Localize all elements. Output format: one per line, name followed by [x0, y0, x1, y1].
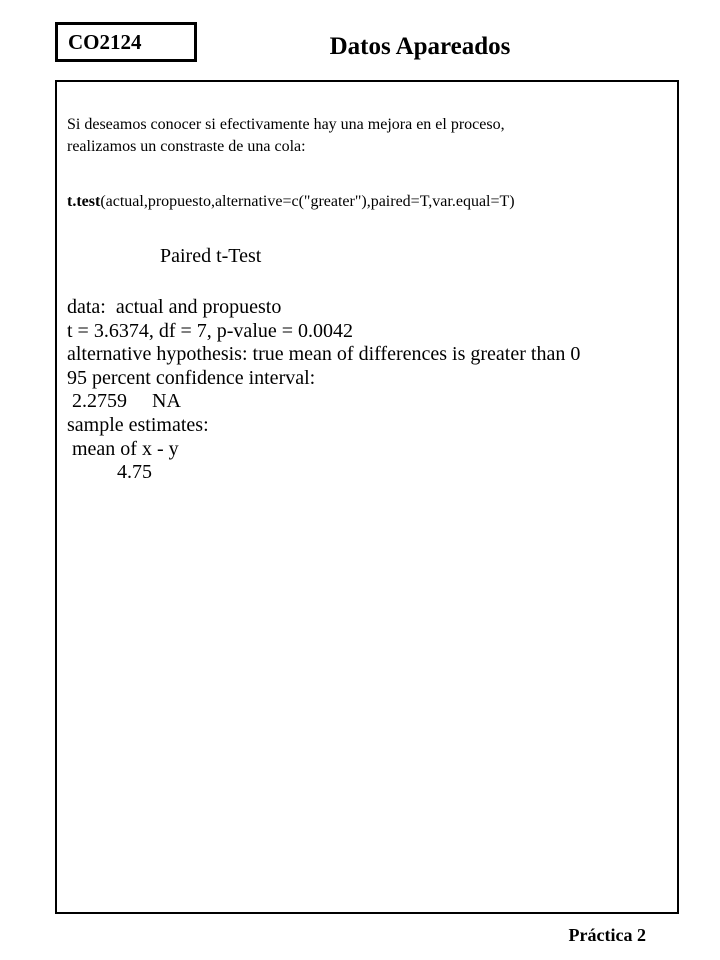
page-title: Datos Apareados [329, 33, 511, 60]
content-box [55, 80, 679, 914]
intro-line-1: Si deseamos conocer si efectivamente hay una mejora en el proceso, [67, 116, 505, 133]
test-output [67, 296, 673, 485]
output-line-statistic: t = 3.6374, df = 7, p-value = 0.0042 [67, 319, 354, 342]
r-command [67, 191, 671, 213]
output-line-data: data: actual and propuesto [67, 296, 282, 318]
intro-text [67, 114, 667, 158]
intro-line-2: realizamos un constraste de una cola: [67, 138, 306, 155]
command-arguments: (actual,propuesto,alternative=c("greater"),paired=T,var.equal=T) [100, 193, 515, 210]
course-code: CO2124 [68, 30, 142, 54]
output-line-ci-label: 95 percent confidence interval: [67, 366, 316, 389]
test-title: Paired t-Test [160, 245, 262, 267]
course-code-box [55, 22, 197, 62]
output-line-ci-values: 2.2759 NA [67, 390, 181, 413]
command-function: t.test [67, 193, 101, 210]
output-line-estimates-label: sample estimates: [67, 413, 209, 436]
output-line-estimate-name: mean of x - y [67, 437, 179, 460]
output-line-alternative: alternative hypothesis: true mean of differences is greater than 0 [67, 343, 581, 366]
footer-label: Práctica 2 [568, 925, 646, 945]
output-line-estimate-value: 4.75 [67, 461, 152, 484]
